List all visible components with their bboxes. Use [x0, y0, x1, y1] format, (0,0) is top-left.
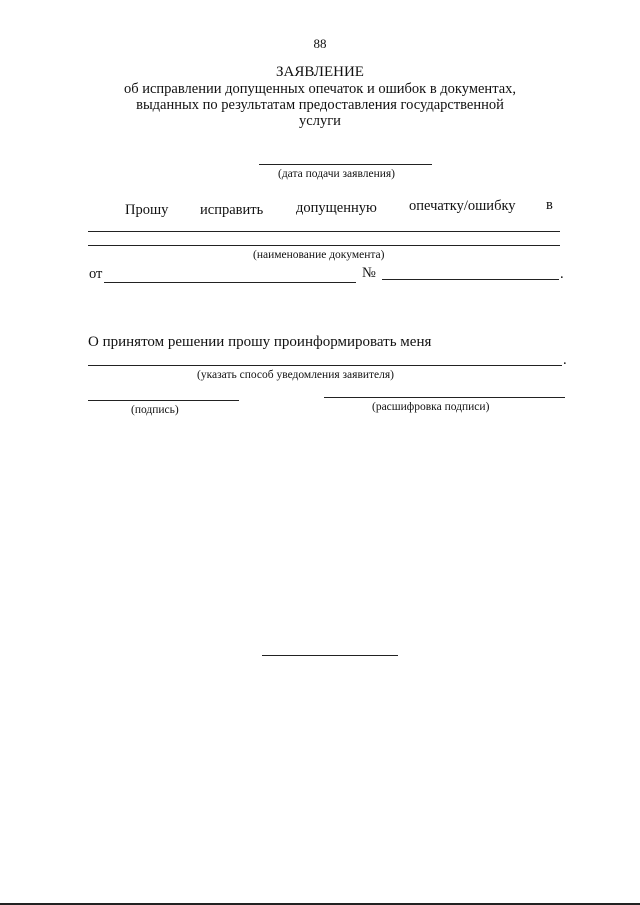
subtitle-line: выданных по результатам предоставления государственной — [136, 97, 504, 113]
subtitle-line: услуги — [299, 113, 341, 129]
request-word: Прошу — [125, 202, 169, 218]
signature-field-line[interactable] — [88, 400, 239, 401]
closing-divider — [262, 655, 398, 656]
request-word: допущенную — [296, 200, 377, 216]
document-field-line[interactable] — [88, 231, 560, 232]
document-field-line[interactable] — [88, 245, 560, 246]
from-label: от — [89, 266, 103, 282]
page-number: 88 — [313, 36, 327, 51]
notification-field-line[interactable] — [88, 365, 562, 366]
period: . — [560, 266, 564, 282]
document-subtitle — [0, 81, 640, 129]
signature-caption: (подпись) — [131, 404, 179, 416]
signature-decode-caption: (расшифровка подписи) — [372, 401, 490, 413]
document-title: ЗАЯВЛЕНИЕ — [276, 64, 364, 80]
decision-text: О принятом решении прошу проинформировать меня — [88, 334, 432, 350]
request-word: опечатку/ошибку — [409, 198, 516, 214]
date-field-line[interactable] — [259, 164, 432, 165]
document-number-field-line[interactable] — [382, 279, 559, 280]
period: . — [563, 352, 567, 368]
signature-decode-field-line[interactable] — [324, 397, 565, 398]
notification-caption: (указать способ уведомления заявителя) — [197, 369, 395, 381]
request-word: в — [546, 197, 553, 213]
date-caption: (дата подачи заявления) — [278, 168, 395, 180]
request-word: исправить — [200, 202, 264, 218]
from-date-field-line[interactable] — [104, 282, 356, 283]
subtitle-line: об исправлении допущенных опечаток и ошибок в документах, — [123, 81, 517, 97]
document-caption: (наименование документа) — [253, 249, 385, 261]
number-label: № — [362, 265, 376, 281]
